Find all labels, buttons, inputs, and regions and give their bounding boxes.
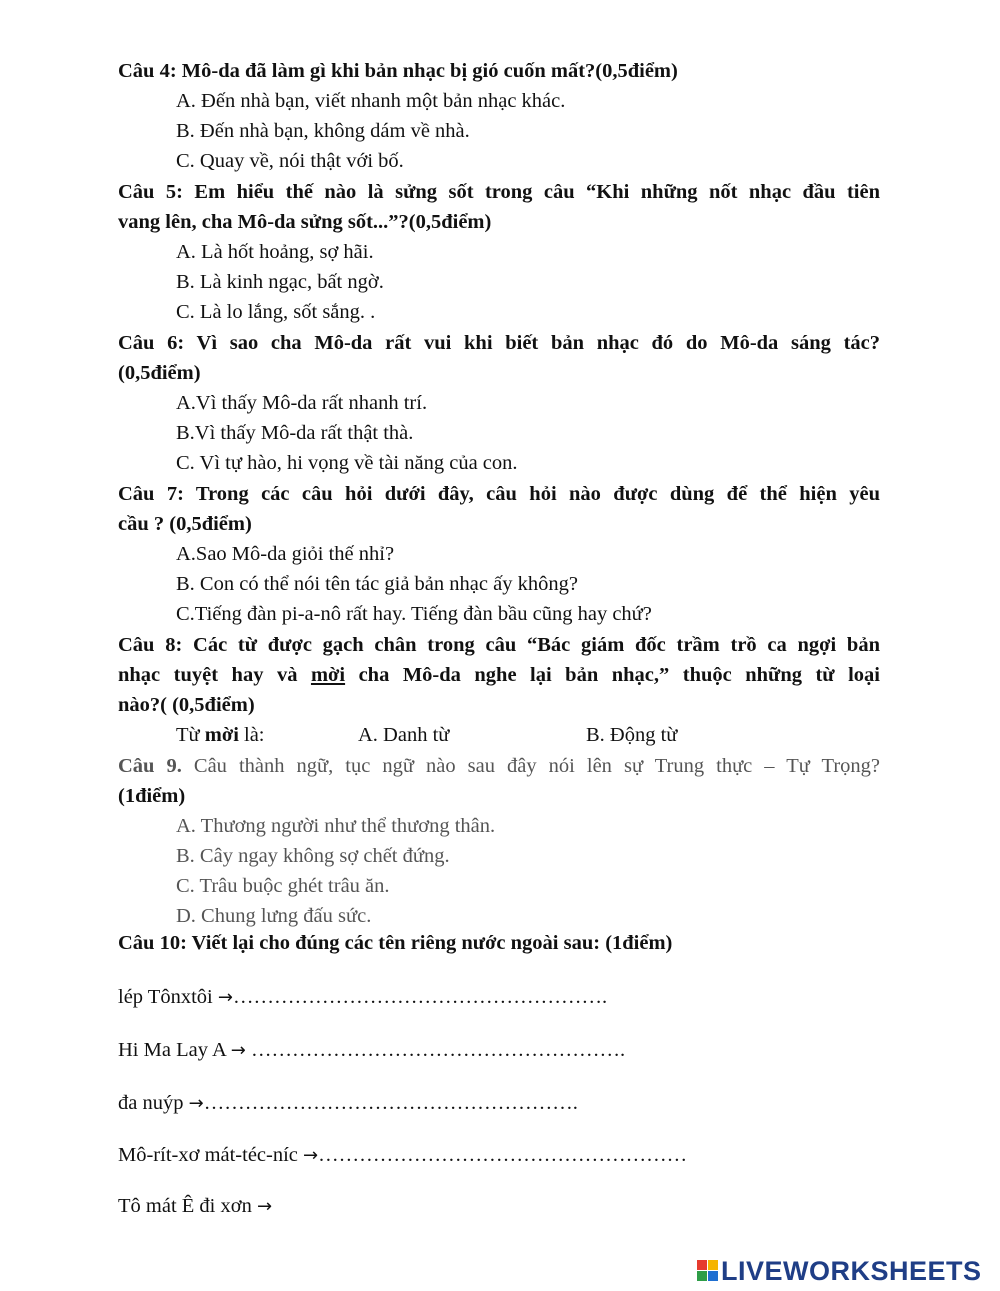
q8-option-a[interactable]: A. Danh từ: [358, 724, 450, 746]
q5-option-b: B. Là kinh ngạc, bất ngờ.: [176, 271, 384, 293]
q9-points: (1điểm): [118, 785, 186, 807]
q7-option-a: A.Sao Mô-da giỏi thế nhỉ?: [176, 543, 395, 565]
q9-option-a: A. Thương người như thể thương thân.: [176, 815, 496, 837]
q8-title-line2-part2: cha Mô-da nghe lại bản nhạc,” thuộc những từ loại: [345, 664, 880, 686]
q9-option-b: B. Cây ngay không sợ chết đứng.: [176, 845, 450, 867]
q4-title: Câu 4: Mô-da đã làm gì khi bản nhạc bị gió cuốn mất?(0,5điểm): [118, 60, 678, 82]
q10-item-2-answer-blank[interactable]: ……………………………………………….: [245, 1039, 626, 1061]
q10-item-1-name: lép Tônxtôi: [118, 986, 218, 1008]
q10-item-2: [118, 1035, 625, 1066]
q6-option-a: A.Vì thấy Mô-da rất nhanh trí.: [176, 392, 428, 414]
q8-word: mời: [204, 724, 239, 746]
arrow-right-icon: →: [230, 1040, 246, 1061]
q10-item-3-name: đa nuýp: [118, 1092, 189, 1114]
q9-option-d: D. Chung lưng đấu sức.: [176, 905, 372, 927]
q10-item-2-name: Hi Ma Lay A: [118, 1039, 231, 1061]
q10-title: Câu 10: Viết lại cho đúng các tên riêng nước ngoài sau: (1điểm): [118, 932, 673, 954]
arrow-right-icon: →: [256, 1196, 273, 1217]
q9-text: Câu thành ngữ, tục ngữ nào sau đây nói lên sự Trung thực – Tự Trọng?: [181, 755, 880, 777]
q8-title-line2: [118, 660, 880, 690]
arrow-right-icon: →: [188, 1093, 204, 1114]
q7-title-line2: cầu ? (0,5điểm): [118, 513, 252, 535]
q10-item-5-name: Tô mát Ê đi xơn: [118, 1195, 257, 1217]
q6-option-c: C. Vì tự hào, hi vọng về tài năng của con.: [176, 452, 518, 474]
q8-option-b[interactable]: B. Động từ: [586, 724, 678, 746]
q8-word-suffix: là:: [238, 724, 265, 746]
q6-title-line1: Câu 6: Vì sao cha Mô-da rất vui khi biết bản nhạc đó do Mô-da sáng tác?: [118, 332, 880, 354]
q8-underlined-word: mời: [310, 664, 346, 686]
q4-option-c: C. Quay về, nói thật với bố.: [176, 150, 404, 172]
q7-option-c: C.Tiếng đàn pi-a-nô rất hay. Tiếng đàn bầu cũng hay chứ?: [176, 603, 652, 625]
q9-option-c: C. Trâu buộc ghét trâu ăn.: [176, 875, 390, 897]
arrow-right-icon: →: [217, 987, 233, 1008]
q10-item-3: [118, 1088, 578, 1119]
q10-item-5: [118, 1191, 272, 1222]
q10-item-1: [118, 982, 607, 1013]
q9-title-line1: [118, 751, 880, 781]
q9-label: Câu 9.: [118, 755, 182, 777]
q8-title-line2-part1: nhạc tuyệt hay và: [118, 664, 311, 686]
q7-option-b: B. Con có thể nói tên tác giả bản nhạc ấy không?: [176, 573, 578, 595]
q5-option-c: C. Là lo lắng, sốt sắng. .: [176, 301, 376, 323]
q10-item-4-answer-blank[interactable]: ………………………………………………: [318, 1144, 688, 1166]
q6-title-line2: (0,5điểm): [118, 362, 201, 384]
q5-title-line2: vang lên, cha Mô-da sửng sốt...”?(0,5điểm): [118, 211, 492, 233]
q8-title-line3: nào?( (0,5điểm): [118, 694, 255, 716]
q10-item-4-name: Mô-rít-xơ mát-téc-níc: [118, 1144, 304, 1166]
q10-item-1-answer-blank[interactable]: ……………………………………………….: [232, 986, 608, 1008]
q5-title-line1: Câu 5: Em hiểu thế nào là sửng sốt trong câu “Khi những nốt nhạc đầu tiên: [118, 181, 880, 203]
q4-option-b: B. Đến nhà bạn, không dám về nhà.: [176, 120, 470, 142]
q4-option-a: A. Đến nhà bạn, viết nhanh một bản nhạc khác.: [176, 90, 566, 112]
liveworksheets-logo: [697, 1255, 982, 1286]
q10-item-4: [118, 1140, 687, 1171]
q6-option-b: B.Vì thấy Mô-da rất thật thà.: [176, 422, 414, 444]
q10-item-3-answer-blank[interactable]: ……………………………………………….: [203, 1092, 578, 1114]
liveworksheets-logo-icon: [697, 1260, 719, 1282]
q7-title-line1: Câu 7: Trong các câu hỏi dưới đây, câu hỏi nào được dùng để thể hiện yêu: [118, 483, 880, 505]
liveworksheets-logo-text: LIVEWORKSHEETS: [721, 1255, 982, 1286]
q8-title-line1: Câu 8: Các từ được gạch chân trong câu “Bác giám đốc trầm trồ ca ngợi bản: [118, 634, 880, 656]
arrow-right-icon: →: [303, 1145, 319, 1166]
q8-word-prefix: Từ: [176, 724, 205, 746]
q5-option-a: A. Là hốt hoảng, sợ hãi.: [176, 241, 374, 263]
q8-word-label: [176, 720, 265, 750]
